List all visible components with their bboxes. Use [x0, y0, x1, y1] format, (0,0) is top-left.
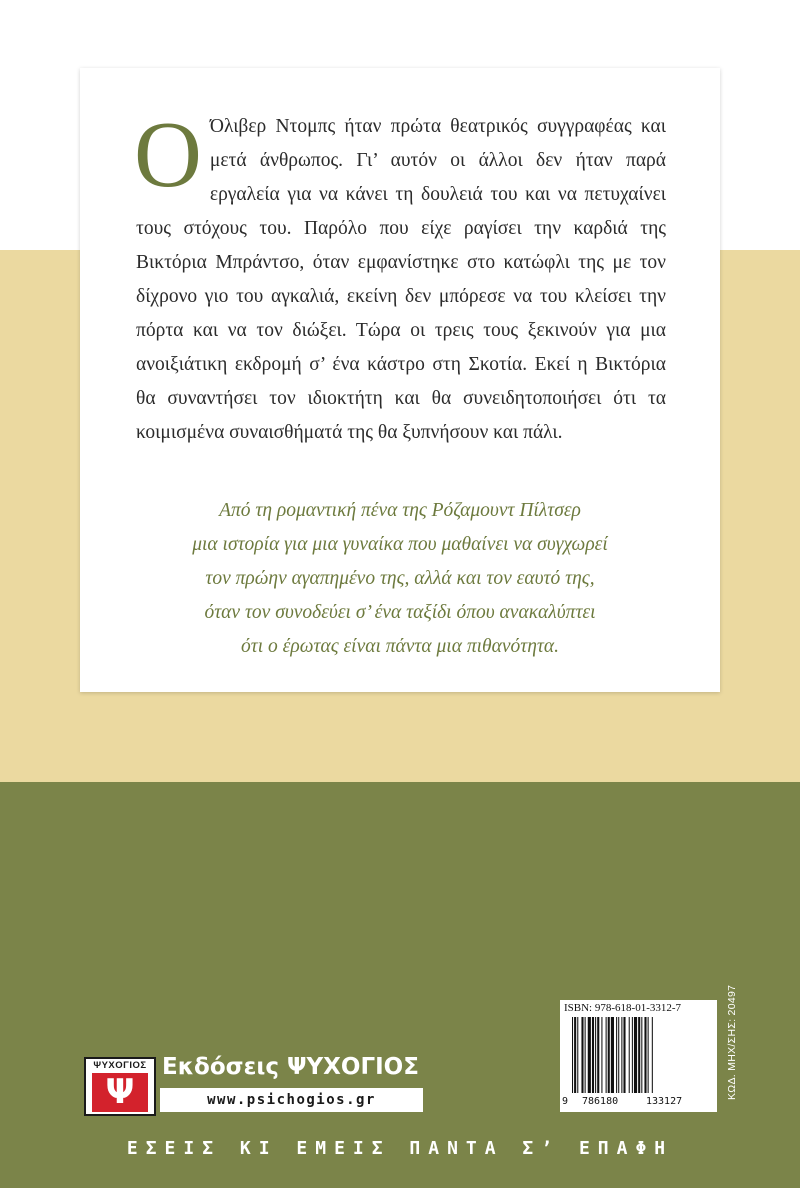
blurb-card — [80, 68, 720, 692]
barcode-stripe — [629, 1017, 630, 1093]
blurb-paragraph — [134, 103, 666, 450]
barcode-stripe — [634, 1017, 637, 1093]
tagline-line: τον πρώην αγαπημένο της, αλλά και τον εαυτό της, — [205, 568, 595, 589]
product-code: ΚΩΔ. ΜΗΧ/ΣΗΣ: 20497 — [726, 984, 738, 1100]
barcode-stripe — [581, 1017, 583, 1093]
barcode-stripe — [648, 1017, 649, 1093]
blurb-text: Όλιβερ Ντομπς ήταν πρώτα θεατρικός συγγραφέας και μετά άνθρωπος. Γι’ αυτόν οι άλλοι δεν ήταν παρά εργαλεία για να κάνει τη δουλειά του και να πετυχαίνει τους στόχους του. Παρόλο που είχε ραγίσει την καρδιά της Βικτόρια Μπράντσο, όταν εμφανίστηκε στο κατώφλι της με τον δίχρονο γιο του αγκαλιά, εκείνη δεν μπόρεσε να του κλείσει την πόρτα και να τον διώξει. Τώρα οι τρεις τους ξεκινούν για μια ανοιξιάτικη εκδρομή σ’ ένα κάστρο στη Σκοτία. Εκεί η Βικτόρια θα συναντήσει τον ιδιοκτήτη και θα συνειδητοποιήσει ότι τα κοιμισμένα συναισθήματά της θα ξυπνήσουν και πάλι. — [136, 116, 666, 443]
barcode-stripe — [611, 1017, 614, 1093]
barcode-stripe — [592, 1017, 594, 1093]
barcode-stripe — [595, 1017, 596, 1093]
publisher-logo — [84, 1057, 156, 1116]
barcode-stripe — [641, 1017, 642, 1093]
tagline-line: Από τη ρομαντική πένα της Ρόζαμουντ Πίλτσερ — [219, 500, 581, 521]
barcode-panel — [560, 1000, 717, 1112]
tagline-line: μια ιστορία για μια γυναίκα που μαθαίνει να συγχωρεί — [192, 534, 608, 555]
barcode-icon — [572, 1017, 707, 1093]
barcode-stripe — [608, 1017, 610, 1093]
barcode-stripe — [616, 1017, 617, 1093]
barcode-digit-first: 9 — [562, 1096, 569, 1107]
barcode-digits-right: 133127 — [646, 1096, 683, 1107]
barcode-stripe — [577, 1017, 578, 1093]
publisher-url: www.psichogios.gr — [160, 1088, 423, 1112]
barcode-stripe — [597, 1017, 599, 1093]
isbn-label: ISBN: 978-618-01-3312-7 — [564, 1002, 682, 1014]
barcode-stripe — [621, 1017, 622, 1093]
tagline-line: όταν τον συνοδεύει σ’ ένα ταξίδι όπου ανακαλύπτει — [204, 602, 596, 623]
tagline — [120, 494, 680, 664]
barcode-stripe — [618, 1017, 619, 1093]
logo-wordmark: ΨΥΧΟΓΙΟΣ — [86, 1059, 154, 1073]
barcode-stripe — [601, 1017, 602, 1093]
barcode-digits-left: 786180 — [582, 1096, 619, 1107]
barcode-stripe — [623, 1017, 625, 1093]
barcode-stripe — [632, 1017, 633, 1093]
barcode-stripe — [638, 1017, 640, 1093]
barcode-stripe — [606, 1017, 607, 1093]
barcode-stripe — [652, 1017, 653, 1093]
publisher-name: Εκδόσεις ΨΥΧΟΓΙΟΣ — [162, 1054, 419, 1080]
green-band — [0, 782, 800, 1188]
barcode-stripe — [588, 1017, 591, 1093]
tagline-line: ότι ο έρωτας είναι πάντα μια πιθανότητα. — [241, 636, 559, 657]
barcode-stripe — [644, 1017, 646, 1093]
barcode-stripe — [585, 1017, 586, 1093]
psi-icon: Ψ — [92, 1073, 148, 1112]
drop-cap: Ο — [134, 103, 202, 207]
barcode-stripe — [574, 1017, 576, 1093]
publisher-motto: ΕΣΕΙΣ ΚΙ ΕΜΕΙΣ ΠΑΝΤΑ Σ’ ΕΠΑΦΗ — [126, 1138, 674, 1159]
barcode-stripe — [572, 1017, 573, 1093]
